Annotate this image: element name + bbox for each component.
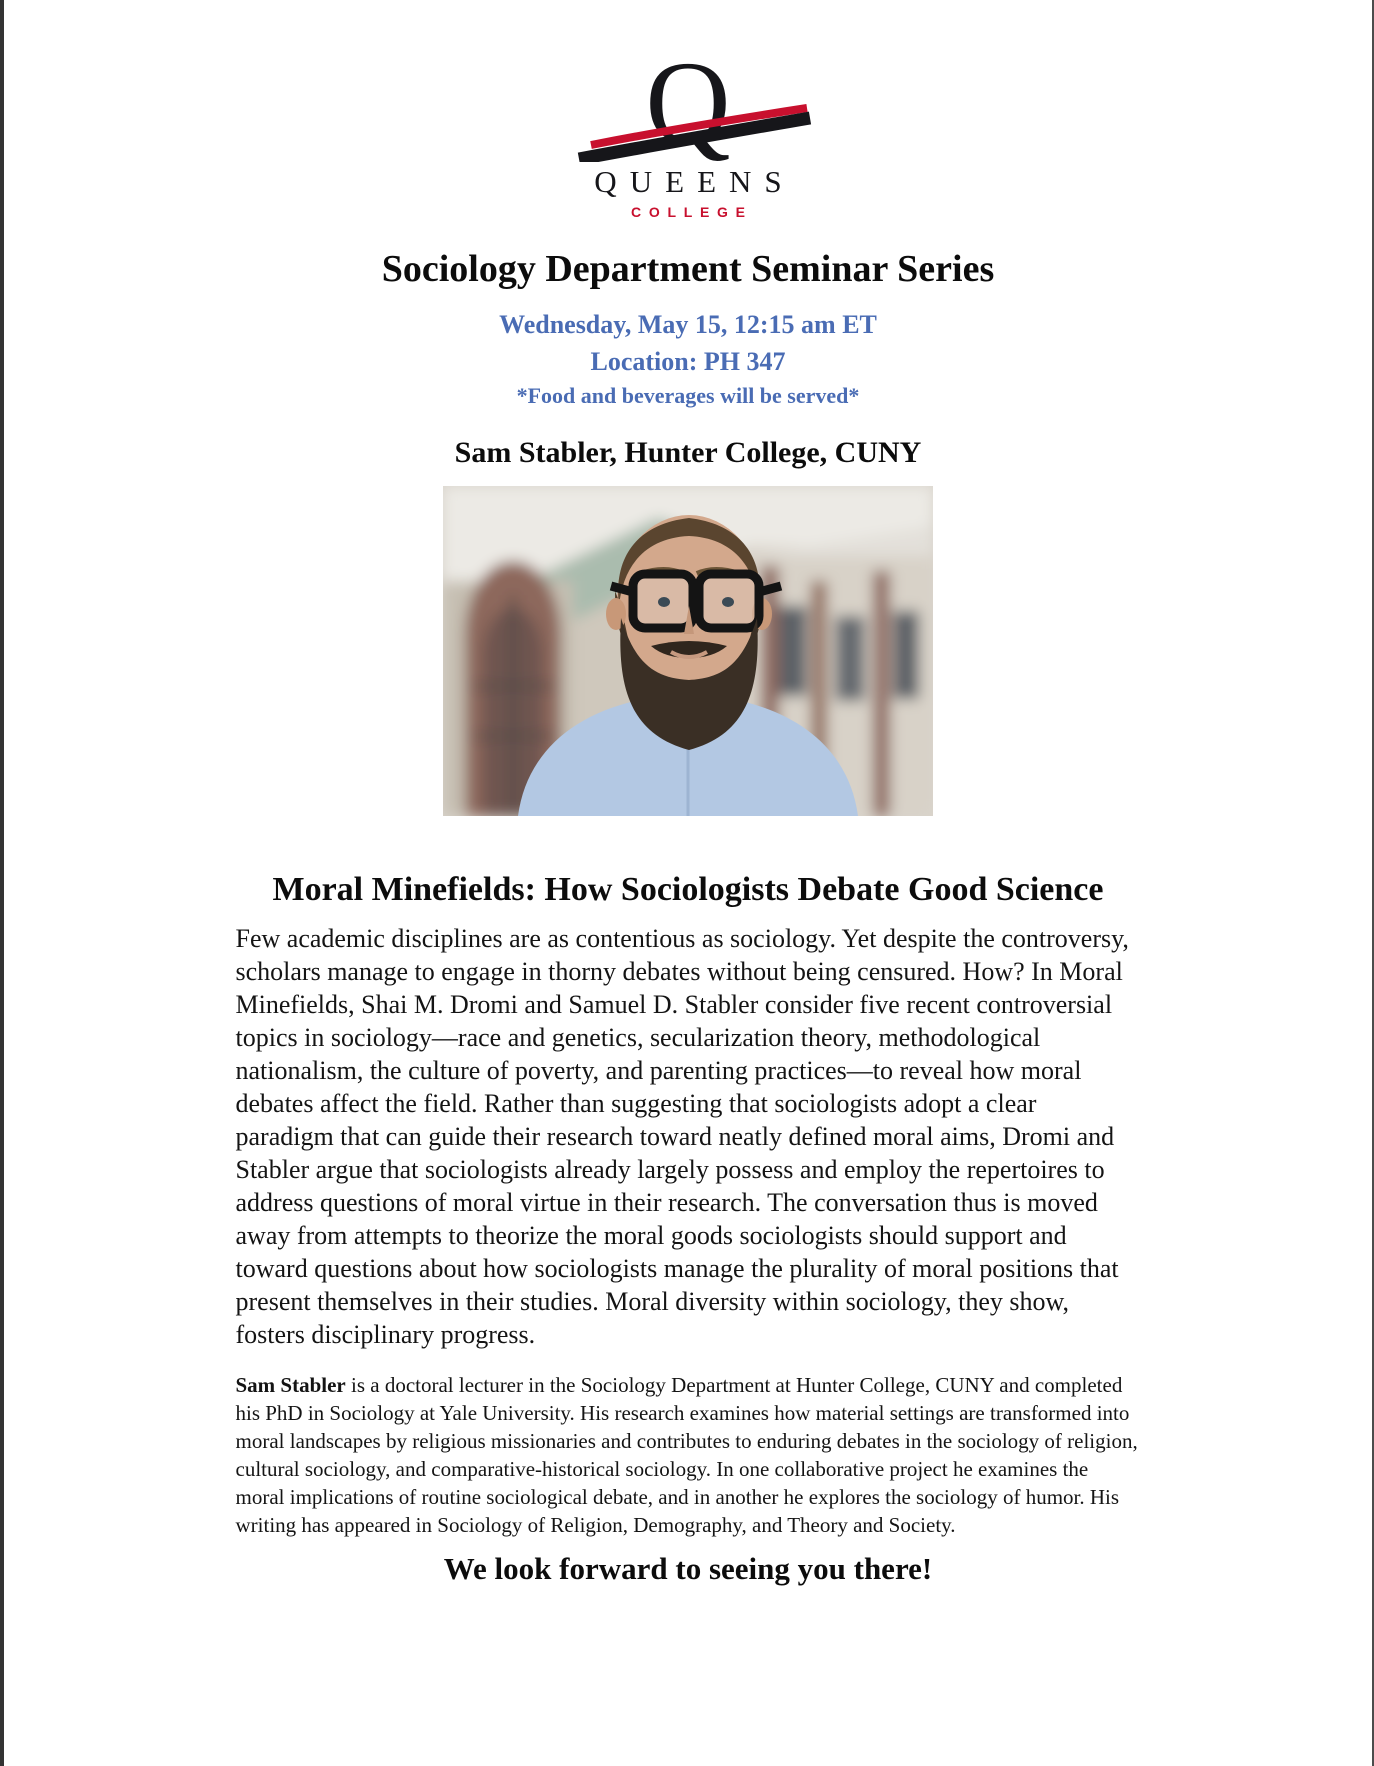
event-food-note: *Food and beverages will be served*: [516, 383, 860, 409]
flyer-content: [236, 220, 1141, 1587]
logo-queens-text: QUEENS: [594, 164, 795, 199]
talk-abstract: Few academic disciplines are as contentious as sociology. Yet despite the controversy, scholars manage to engage in thorny debates without being censured. How? In Moral Minefields, Shai M. Dromi and Samuel D. Stabler consider five recent controversial topics in sociology—race and genetics, secularization theory, methodological nationalism, the culture of poverty, and parenting practices—to reveal how moral debates affect the field. Rather than suggesting that sociologists adopt a clear paradigm that can guide their research toward neatly defined moral aims, Dromi and Stabler argue that sociologists already largely possess and employ the repertoires to address questions of moral virtue in their research. The conversation thus is moved away from attempts to theorize the moral goods sociologists should support and toward questions about how sociologists manage the plurality of moral positions that present themselves in their studies. Moral diversity within sociology, they show, fosters disciplinary progress.: [235, 924, 1129, 1350]
talk-title: Moral Minefields: How Sociologists Debate Good Science: [272, 870, 1104, 908]
event-datetime: Wednesday, May 15, 12:15 am ET: [499, 309, 877, 339]
closing-line: We look forward to seeing you there!: [443, 1551, 933, 1587]
queens-q-monogram-icon: [563, 50, 813, 162]
glasses-icon: [611, 574, 781, 628]
flyer-page: [4, 0, 1372, 1766]
logo-college-text: COLLEGE: [631, 204, 753, 220]
queens-college-logo: [563, 50, 813, 220]
event-details: [236, 306, 1141, 412]
speaker-photo-container: [236, 486, 1141, 816]
bio-speaker-name: Sam Stabler: [235, 1373, 346, 1398]
svg-text:Q: Q: [645, 50, 731, 162]
seminar-series-title: Sociology Department Seminar Series: [381, 248, 995, 290]
speaker-name-line: Sam Stabler, Hunter College, CUNY: [454, 435, 922, 469]
event-location: Location: PH 347: [590, 347, 786, 377]
speaker-bio: [236, 1371, 1141, 1539]
speaker-photo: [443, 486, 933, 816]
bio-text: is a doctoral lecturer in the Sociology Department at Hunter College, CUNY and completed his PhD in Sociology at Yale University. His research examines how material settings are transformed into moral landscapes by religious missionaries and contributes to enduring debates in the sociology of religion, cultural sociology, and comparative-historical sociology. In one collaborative project he examines the moral implications of routine sociological debate, and in another he explores the sociology of humor. His writing has appeared in Sociology of Religion, Demography, and Theory and Society.: [235, 1373, 1138, 1538]
